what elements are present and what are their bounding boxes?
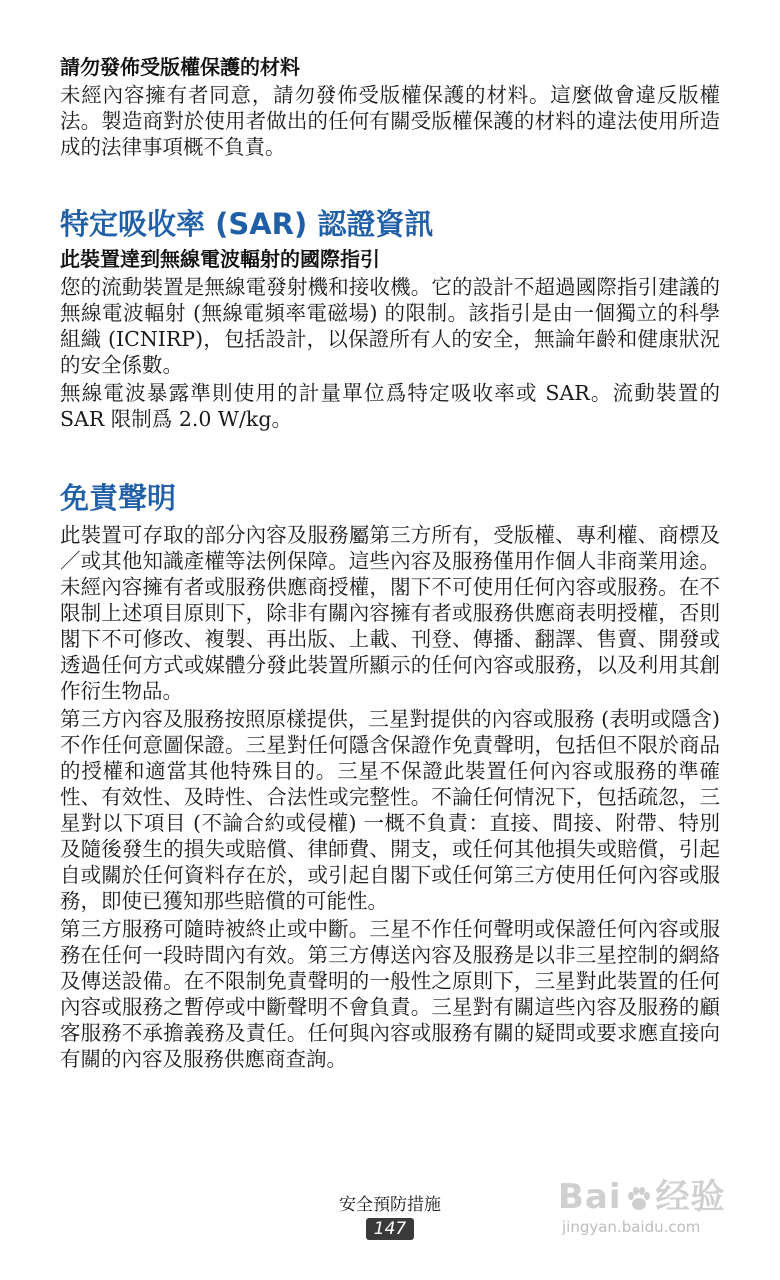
baidu-watermark [558,1176,758,1256]
watermark-logo-right: 经验 [655,1177,726,1217]
copyright-paragraph: 未經內容擁有者同意，請勿發佈受版權保護的材料。這麼做會違反版權法。製造商對於使用者做出的任何有關受版權保護的材料的違法使用所造成的法律事項概不負責。 [60,83,720,159]
disclaimer-section [60,478,720,1072]
sar-section [60,204,720,432]
sar-paragraph-1: 您的流動裝置是無線電發射機和接收機。它的設計不超過國際指引建議的無線電波輻射 (無線電頻率電磁場) 的限制。該指引是由一個獨立的科學組織 (ICNIRP)，包括設計，以保證所有人的安全，無論年齡和健康狀況的安全係數。 [60,275,720,377]
disclaimer-paragraph-1: 此裝置可存取的部分內容及服務屬第三方所有，受版權、專利權、商標及／或其他知識產權等法例保障。這些內容及服務僅用作個人非商業用途。未經內容擁有者或服務供應商授權，閣下不可使用任何內容或服務。在不限制上述項目原則下，除非有關內容擁有者或服務供應商表明授權，否則閣下不可修改、複製、再出版、上載、刊登、傳播、翻譯、售賣、開發或透過任何方式或媒體分發此裝置所顯示的任何內容或服務，以及利用其創作衍生物品。 [60,523,720,703]
watermark-url: jingyan.baidu.com [562,1218,701,1236]
disclaimer-paragraph-3: 第三方服務可隨時被終止或中斷。三星不作任何聲明或保證任何內容或服務在任何一段時間內有效。第三方傳送內容及服務是以非三星控制的網絡及傳送設備。在不限制免責聲明的一般性之原則下，三星對此裝置的任何內容或服務之暫停或中斷聲明不會負責。三星對有關這些內容及服務的顧客服務不承擔義務及責任。任何與內容或服務有關的疑問或要求應直接向有關的內容及服務供應商查詢。 [60,917,720,1071]
disclaimer-title: 免責聲明 [60,481,177,515]
copyright-heading: 請勿發佈受版權保護的材料 [60,55,300,79]
sar-title: 特定吸收率 (SAR) 認證資訊 [60,207,434,241]
paw-icon [624,1184,654,1214]
watermark-logo [558,1176,758,1218]
watermark-logo-left: Bai [558,1177,622,1217]
disclaimer-paragraph-2: 第三方內容及服務按照原樣提供，三星對提供的內容或服務 (表明或隱含) 不作任何意圖保證。三星對任何隱含保證作免責聲明，包括但不限於商品的授權和適當其他特殊目的。三星不保證此裝置任何內容或服務的準確性、有效性、及時性、合法性或完整性。不論任何情況下，包括疏忽，三星對以下項目 (不論合約或侵權) 一概不負責：直接、間接、附帶、特別及隨後發生的損失或賠償、律師費、開支，或任何其他損失或賠償，引起自或關於任何資料存在於，或引起自閣下或任何第三方使用任何內容或服務，即使已獲知那些賠償的可能性。 [60,707,720,913]
footer-section-label: 安全預防措施 [339,1195,441,1215]
page-number-badge: 147 [366,1218,414,1240]
sar-paragraph-2: 無線電波暴露準則使用的計量單位爲特定吸收率或 SAR。流動裝置的 SAR 限制爲 2.0 W/kg。 [60,381,720,431]
sar-subheading: 此裝置達到無線電波輻射的國際指引 [60,247,380,271]
document-page [60,52,720,1074]
copyright-section [60,52,720,160]
